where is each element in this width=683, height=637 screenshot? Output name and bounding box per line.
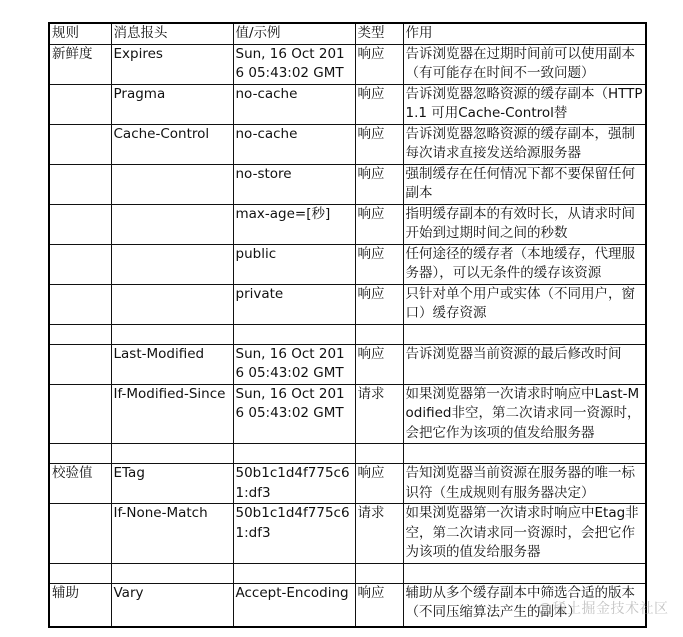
cell-message-header — [111, 204, 233, 244]
cell-rule — [49, 164, 111, 204]
cell-message-header — [111, 444, 233, 464]
table-spacer-row — [49, 324, 646, 344]
cell-effect: 告诉浏览器忽略资源的缓存副本，强制每次请求直接发送给源服务器 — [403, 124, 646, 164]
cell-rule — [49, 204, 111, 244]
table-row — [49, 464, 646, 504]
table-row — [49, 384, 646, 444]
cell-effect — [403, 444, 646, 464]
cell-type: 响应 — [355, 284, 403, 324]
cell-effect — [403, 324, 646, 344]
cell-type: 请求 — [355, 504, 403, 564]
cell-rule: 辅助 — [49, 583, 111, 627]
cell-message-header: Expires — [111, 44, 233, 84]
cell-value — [233, 444, 355, 464]
cell-effect: 任何途径的缓存者（本地缓存，代理服务器），可以无条件的缓存该资源 — [403, 244, 646, 284]
table-row — [49, 284, 646, 324]
table-spacer-row — [49, 563, 646, 583]
cell-rule: 新鲜度 — [49, 44, 111, 84]
cell-message-header: Vary — [111, 583, 233, 627]
cell-type — [355, 324, 403, 344]
table-row — [49, 204, 646, 244]
cell-value — [233, 563, 355, 583]
cell-value: no-store — [233, 164, 355, 204]
cell-rule — [49, 344, 111, 384]
watermark: @稀土掘金技术社区 — [538, 601, 669, 617]
cell-type: 响应 — [355, 244, 403, 284]
cell-message-header: Pragma — [111, 84, 233, 124]
cell-value — [233, 324, 355, 344]
header-value-example: 值/示例 — [233, 23, 355, 44]
cell-value: private — [233, 284, 355, 324]
cell-type: 响应 — [355, 84, 403, 124]
cell-value: no-cache — [233, 124, 355, 164]
table-row — [49, 84, 646, 124]
cell-value: Sun, 16 Oct 2016 05:43:02 GMT — [233, 344, 355, 384]
cell-type: 响应 — [355, 464, 403, 504]
cell-type: 响应 — [355, 44, 403, 84]
cell-type: 响应 — [355, 124, 403, 164]
cell-type: 响应 — [355, 583, 403, 627]
cell-type — [355, 563, 403, 583]
cell-type: 响应 — [355, 164, 403, 204]
cell-message-header — [111, 284, 233, 324]
cell-rule — [49, 563, 111, 583]
cell-effect — [403, 563, 646, 583]
cell-value: no-cache — [233, 84, 355, 124]
cell-message-header: If-Modified-Since — [111, 384, 233, 444]
cell-type — [355, 444, 403, 464]
cell-message-header — [111, 563, 233, 583]
cell-effect: 辅助从多个缓存副本中筛选合适的版本（不同压缩算法产生的副本） — [403, 583, 646, 627]
cell-rule — [49, 504, 111, 564]
table-row — [49, 44, 646, 84]
cell-effect: 告诉浏览器当前资源的最后修改时间 — [403, 344, 646, 384]
cell-rule — [49, 384, 111, 444]
cell-message-header — [111, 244, 233, 284]
table-row — [49, 344, 646, 384]
cell-effect: 如果浏览器第一次请求时响应中Etag非空，第二次请求同一资源时，会把它作为该项的值发给服务器 — [403, 504, 646, 564]
cell-effect: 告诉浏览器忽略资源的缓存副本（HTTP1.1 可用Cache-Control替 — [403, 84, 646, 124]
cell-rule — [49, 444, 111, 464]
cell-message-header: If-None-Match — [111, 504, 233, 564]
cell-rule — [49, 124, 111, 164]
cell-effect: 强制缓存在任何情况下都不要保留任何副本 — [403, 164, 646, 204]
header-type: 类型 — [355, 23, 403, 44]
cell-value: public — [233, 244, 355, 284]
table-row — [49, 504, 646, 564]
cell-type: 响应 — [355, 204, 403, 244]
cell-value: 50b1c1d4f775c61:df3 — [233, 464, 355, 504]
table-row — [49, 244, 646, 284]
cell-message-header — [111, 324, 233, 344]
cell-rule — [49, 324, 111, 344]
cell-value: Accept-Encoding — [233, 583, 355, 627]
cell-effect: 如果浏览器第一次请求时响应中Last-Modified非空，第二次请求同一资源时，会把它作为该项的值发给服务器 — [403, 384, 646, 444]
cell-rule — [49, 284, 111, 324]
cell-value: Sun, 16 Oct 2016 05:43:02 GMT — [233, 384, 355, 444]
table-row — [49, 124, 646, 164]
cell-effect: 指明缓存副本的有效时长，从请求时间开始到过期时间之间的秒数 — [403, 204, 646, 244]
cell-value: Sun, 16 Oct 2016 05:43:02 GMT — [233, 44, 355, 84]
cell-rule — [49, 84, 111, 124]
cell-value: max-age=[秒] — [233, 204, 355, 244]
cell-message-header: ETag — [111, 464, 233, 504]
cell-value: 50b1c1d4f775c61:df3 — [233, 504, 355, 564]
header-effect: 作用 — [403, 23, 646, 44]
cache-headers-table — [48, 22, 647, 628]
header-message-header: 消息报头 — [111, 23, 233, 44]
cache-headers-table-container — [48, 22, 647, 628]
table-header-row — [49, 23, 646, 44]
cell-type: 请求 — [355, 384, 403, 444]
cell-effect: 告诉浏览器在过期时间前可以使用副本（有可能存在时间不一致问题） — [403, 44, 646, 84]
table-spacer-row — [49, 444, 646, 464]
cell-message-header — [111, 164, 233, 204]
cell-effect: 只针对单个用户或实体（不同用户，窗口）缓存资源 — [403, 284, 646, 324]
cell-rule — [49, 244, 111, 284]
cell-message-header: Cache-Control — [111, 124, 233, 164]
table-row — [49, 164, 646, 204]
cell-type: 响应 — [355, 344, 403, 384]
cell-rule: 校验值 — [49, 464, 111, 504]
cell-message-header: Last-Modified — [111, 344, 233, 384]
cell-effect: 告知浏览器当前资源在服务器的唯一标识符（生成规则有服务器决定） — [403, 464, 646, 504]
header-rule: 规则 — [49, 23, 111, 44]
